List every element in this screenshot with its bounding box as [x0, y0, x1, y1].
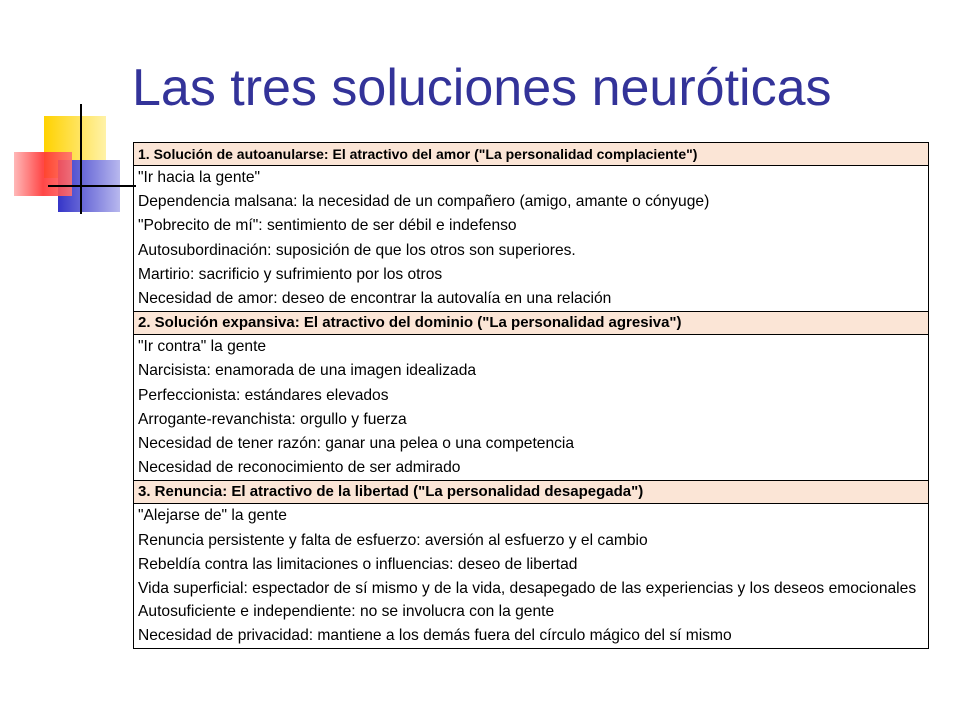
list-item: Necesidad de privacidad: mantiene a los demás fuera del círculo mágico del sí mismo — [138, 627, 732, 645]
section-3-body — [134, 504, 928, 648]
list-item: Autosubordinación: suposición de que los otros son superiores. — [138, 241, 576, 259]
solutions-table — [133, 142, 929, 649]
list-item: "Pobrecito de mí": sentimiento de ser débil e indefenso — [138, 217, 517, 235]
list-item: Renuncia persistente y falta de esfuerzo: aversión al esfuerzo y el cambio — [138, 531, 648, 549]
section-3-header: 3. Renuncia: El atractivo de la libertad ("La personalidad desapegada") — [134, 481, 928, 504]
decorative-squares-graphic — [0, 0, 140, 230]
list-item: Necesidad de reconocimiento de ser admirado — [138, 459, 461, 477]
list-item: Martirio: sacrificio y sufrimiento por los otros — [138, 265, 443, 283]
list-item: "Ir contra" la gente — [138, 338, 267, 356]
deco-red-square — [14, 152, 72, 196]
list-item: Vida superficial: espectador de sí mismo y de la vida, desapegado de las experiencias y los deseos emocionales — [138, 580, 917, 598]
page-title: Las tres soluciones neuróticas — [132, 59, 832, 117]
list-item: Arrogante-revanchista: orgullo y fuerza — [138, 410, 407, 428]
list-item: "Alejarse de" la gente — [138, 507, 287, 525]
list-item: Perfeccionista: estándares elevados — [138, 386, 389, 404]
list-item: Necesidad de amor: deseo de encontrar la autovalía en una relación — [138, 290, 612, 308]
list-item: Dependencia malsana: la necesidad de un compañero (amigo, amante o cónyuge) — [138, 193, 710, 211]
section-2-body — [134, 335, 928, 481]
list-item: "Ir hacia la gente" — [138, 169, 261, 186]
list-item: Necesidad de tener razón: ganar una pelea o una competencia — [138, 435, 575, 453]
list-item: Autosuficiente e independiente: no se involucra con la gente — [138, 603, 555, 621]
section-1-body — [134, 166, 928, 312]
list-item: Narcisista: enamorada de una imagen idealizada — [138, 362, 477, 380]
section-1-header: 1. Solución de autoanularse: El atractivo del amor ("La personalidad complaciente") — [134, 143, 928, 166]
list-item: Rebeldía contra las limitaciones o influencias: deseo de libertad — [138, 555, 578, 573]
section-2-header: 2. Solución expansiva: El atractivo del dominio ("La personalidad agresiva") — [134, 312, 928, 335]
